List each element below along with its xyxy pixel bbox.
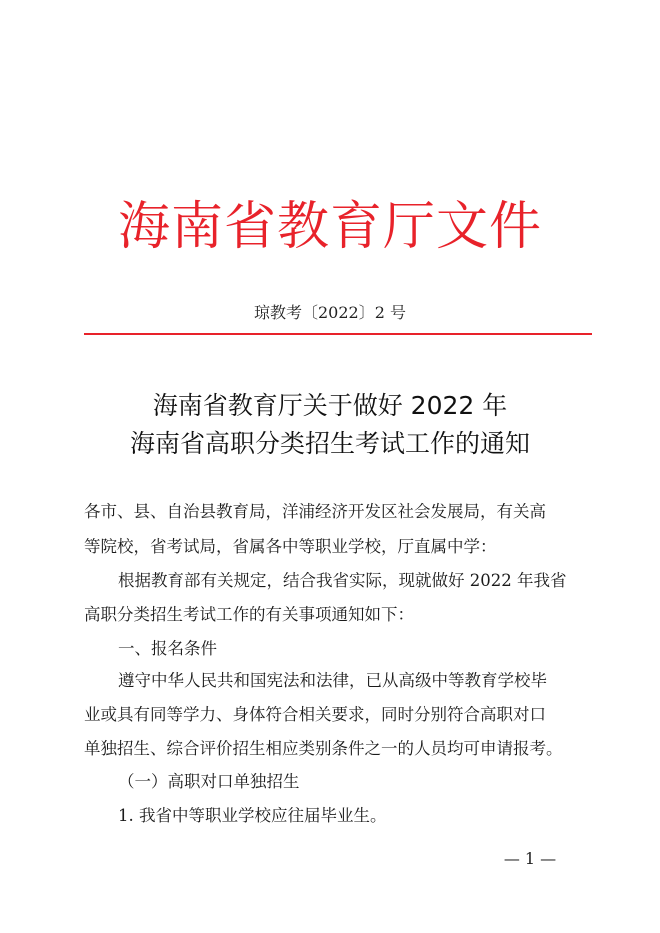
section-1-heading: 一、报名条件 <box>118 639 217 658</box>
red-separator-line <box>84 333 592 335</box>
notice-title-line-1: 海南省教育厅关于做好 2022 年 <box>152 391 508 420</box>
masthead-title: 海南省教育厅文件 <box>117 197 542 257</box>
intro-line-1: 根据教育部有关规定，结合我省实际，现就做好 2022 年我省 <box>118 571 567 590</box>
subsection-1-heading: （一）高职对口单独招生 <box>118 772 300 791</box>
intro-line-2: 高职分类招生考试工作的有关事项通知如下： <box>84 605 414 624</box>
document-number: 琼教考〔2022〕2 号 <box>254 303 406 322</box>
list-item-1: 1. 我省中等职业学校应往届毕业生。 <box>118 806 387 825</box>
addressee-line-1: 各市、县、自治县教育局，洋浦经济开发区社会发展局，有关高 <box>84 502 546 521</box>
section-1-paragraph-line-3: 单独招生、综合评价招生相应类别条件之一的人员均可申请报考。 <box>84 739 563 758</box>
addressee-line-2: 等院校，省考试局，省属各中等职业学校，厅直属中学： <box>84 537 497 556</box>
notice-title-line-2: 海南省高职分类招生考试工作的通知 <box>129 429 530 458</box>
section-1-paragraph-line-1: 遵守中华人民共和国宪法和法律，已从高级中等教育学校毕 <box>118 671 547 690</box>
page-number: — 1 — <box>503 849 557 868</box>
section-1-paragraph-line-2: 业或具有同等学力、身体符合相关要求，同时分别符合高职对口 <box>84 705 546 724</box>
